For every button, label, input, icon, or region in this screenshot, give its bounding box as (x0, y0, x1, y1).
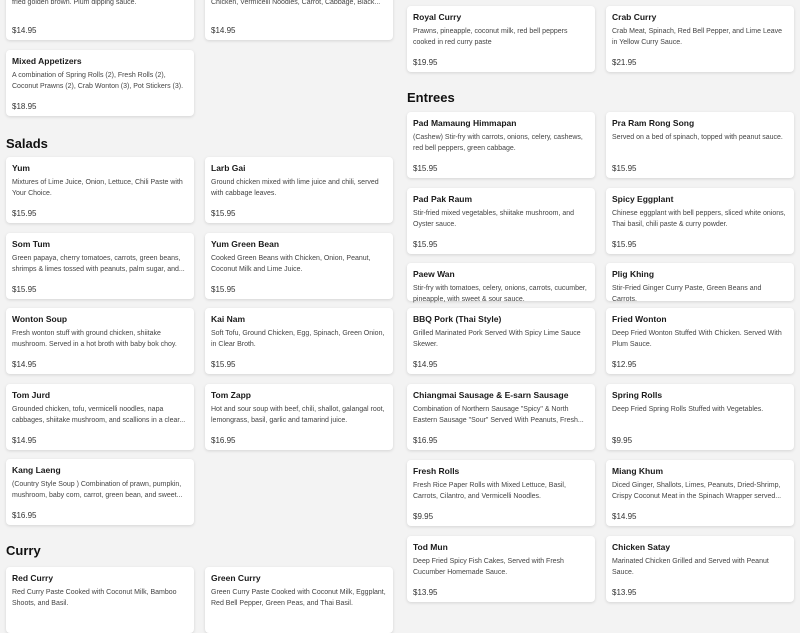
menu-item-card[interactable] (205, 567, 393, 633)
menu-item-card[interactable] (606, 263, 794, 301)
section-title-entrees: Entrees (407, 90, 455, 105)
menu-item-price: $16.95 (211, 436, 236, 445)
menu-item-price: $16.95 (12, 511, 37, 520)
menu-item-card[interactable] (6, 567, 194, 633)
menu-item-name: Yum Green Bean (211, 239, 280, 249)
menu-item-description: Soft Tofu, Ground Chicken, Egg, Spinach, Green Onion, in Clear Broth. (211, 330, 385, 348)
menu-item-description: Stir-Fried Ginger Curry Paste, Green Beans and Carrots. (612, 285, 762, 303)
menu-item-name: Pra Ram Rong Song (612, 118, 695, 128)
menu-item-name: Spicy Eggplant (612, 194, 674, 204)
menu-item-name: Kang Laeng (12, 465, 61, 475)
menu-item-name: Chicken Satay (612, 542, 671, 552)
menu-item-price: $15.95 (12, 285, 37, 294)
menu-item-name: Royal Curry (413, 12, 462, 22)
menu-item-card[interactable] (606, 6, 794, 72)
menu-item-name: Paew Wan (413, 269, 455, 279)
menu-item-description: Combination of Northern Sausage "Spicy" & North Eastern Sausage "Sour" Served With Peanuts, Fresh... (413, 406, 584, 424)
menu-item-name: Red Curry (12, 573, 54, 583)
menu-item-price: $12.95 (612, 360, 637, 369)
menu-item-description: Ground chicken mixed with lime juice and chili, served with cabbage leaves. (211, 179, 379, 197)
menu-item-price: $19.95 (413, 58, 438, 67)
menu-item-card[interactable] (606, 188, 794, 254)
menu-item-price: $15.95 (211, 209, 236, 218)
menu-item-card[interactable] (407, 188, 595, 254)
menu-item-description: Red Curry Paste Cooked with Coconut Milk, Bamboo Shoots, and Basil. (12, 589, 177, 607)
menu-item-description: A combination of Spring Rolls (2), Fresh Rolls (2), Coconut Prawns (2), Crab Wonton (3), Pot Stickers (3). (12, 72, 184, 90)
menu-item-card[interactable] (6, 384, 194, 450)
menu-item-price: $15.95 (12, 209, 37, 218)
menu-item-card[interactable] (606, 536, 794, 602)
menu-item-description: Stir-fry with tomatoes, celery, onions, carrots, cucumber, pineapple, with sweet & sour sauce. (413, 285, 587, 303)
menu-item-description: Stir-fried mixed vegetables, shiitake mushroom, and Oyster sauce. (413, 210, 575, 228)
menu-item-card[interactable] (6, 0, 194, 40)
menu-item-name: Tod Mun (413, 542, 448, 552)
menu-item-name: Spring Rolls (612, 390, 663, 400)
menu-item-price: $14.95 (612, 512, 637, 521)
menu-item-name: Pad Mamaung Himmapan (413, 118, 517, 128)
menu-item-card[interactable] (606, 112, 794, 178)
menu-item-description: Grilled Marinated Pork Served With Spicy Lime Sauce Skewer. (413, 330, 581, 348)
menu-item-name: Chiangmai Sausage & E-sarn Sausage (413, 390, 569, 400)
menu-item-card[interactable] (205, 233, 393, 299)
menu-item-description: (Cashew) Stir-fry with carrots, onions, celery, cashews, red bell peppers, green cabbage. (413, 134, 583, 152)
menu-item-name: Fried Wonton (612, 314, 667, 324)
menu-item-card[interactable] (6, 50, 194, 116)
menu-item-name: Tom Zapp (211, 390, 251, 400)
menu-item-name: Green Curry (211, 573, 261, 583)
menu-item-name: BBQ Pork (Thai Style) (413, 314, 502, 324)
menu-item-card[interactable] (606, 308, 794, 374)
menu-item-price: $14.95 (413, 360, 438, 369)
menu-item-card[interactable] (407, 6, 595, 72)
menu-item-price: $13.95 (413, 588, 438, 597)
menu-item-name: Kai Nam (211, 314, 246, 324)
menu-item-name: Wonton Soup (12, 314, 68, 324)
menu-item-price: $15.95 (413, 240, 438, 249)
menu-item-card[interactable] (205, 157, 393, 223)
menu-item-name: Crab Curry (612, 12, 657, 22)
menu-item-description: Prawns, pineapple, coconut milk, red bell peppers cooked in red curry paste (413, 28, 568, 46)
menu-item-description: fried golden brown. Plum dipping sauce. (12, 0, 137, 6)
menu-item-name: Larb Gai (211, 163, 246, 173)
menu-item-card[interactable] (205, 308, 393, 374)
menu-item-price: $14.95 (12, 360, 37, 369)
menu-item-price: $18.95 (12, 102, 37, 111)
menu-item-description: Chinese eggplant with bell peppers, sliced white onions, Thai basil, chili paste & curry powder. (612, 210, 786, 228)
menu-item-name: Miang Khum (612, 466, 663, 476)
menu-item-card[interactable] (407, 460, 595, 526)
menu-item-card[interactable] (205, 384, 393, 450)
menu-item-description: Fresh Rice Paper Rolls with Mixed Lettuce, Basil, Carrots, Cilantro, and Vermicelli Noodles. (413, 482, 566, 500)
menu-item-description: Marinated Chicken Grilled and Served with Peanut Sauce. (612, 558, 769, 576)
section-title-curry: Curry (6, 543, 41, 558)
menu-item-price: $14.95 (211, 26, 236, 35)
menu-item-card[interactable] (6, 233, 194, 299)
menu-item-description: Green papaya, cherry tomatoes, carrots, green beans, shrimps & limes tossed with peanuts, palm sugar, and... (12, 255, 185, 273)
menu-item-card[interactable] (6, 157, 194, 223)
menu-item-price: $21.95 (612, 58, 637, 67)
menu-item-name: Mixed Appetizers (12, 56, 82, 66)
menu-item-name: Pad Pak Raum (413, 194, 473, 204)
menu-item-price: $14.95 (12, 436, 37, 445)
menu-item-description: Cooked Green Beans with Chicken, Onion, Peanut, Coconut Milk and Lime Juice. (211, 255, 371, 273)
menu-item-card[interactable] (6, 308, 194, 374)
menu-item-card[interactable] (205, 0, 393, 40)
menu-item-description: Deep Fried Wonton Stuffed With Chicken. Served With Plum Sauce. (612, 330, 782, 348)
menu-item-price: $13.95 (612, 588, 637, 597)
menu-item-price: $15.95 (612, 164, 637, 173)
menu-item-card[interactable] (606, 460, 794, 526)
menu-item-price: $15.95 (211, 285, 236, 294)
menu-item-description: Hot and sour soup with beef, chili, shallot, galangal root, lemongrass, basil, garlic and tamarind juice. (211, 406, 385, 424)
menu-item-price: $15.95 (612, 240, 637, 249)
menu-item-name: Plig Khing (612, 269, 655, 279)
menu-item-description: Crab Meat, Spinach, Red Bell Pepper, and Lime Leave in Yellow Curry Sauce. (612, 28, 783, 46)
menu-item-card[interactable] (6, 459, 194, 525)
menu-item-description: Chicken, Vermicelli Noodles, Carrot, Cabbage, Black... (211, 0, 381, 6)
menu-item-card[interactable] (407, 263, 595, 301)
menu-item-name: Som Tum (12, 239, 51, 249)
menu-item-price: $15.95 (413, 164, 438, 173)
menu-item-card[interactable] (407, 308, 595, 374)
menu-item-description: Green Curry Paste Cooked with Coconut Milk, Eggplant, Red Bell Pepper, Green Peas, and Thai Basil. (211, 589, 386, 607)
menu-item-price: $15.95 (211, 360, 236, 369)
menu-item-name: Fresh Rolls (413, 466, 460, 476)
menu-item-price: $9.95 (612, 436, 633, 445)
menu-item-card[interactable] (407, 536, 595, 602)
menu-item-name: Yum (12, 163, 30, 173)
menu-item-description: (Country Style Soup ) Combination of prawn, pumpkin, mushroom, baby corn, carrot, green bean, and sweet... (12, 481, 183, 499)
menu-item-price: $16.95 (413, 436, 438, 445)
menu-item-description: Fresh wonton stuff with ground chicken, shiitake mushroom. Served in a hot broth with baby bok choy. (12, 330, 177, 348)
menu-item-price: $14.95 (12, 26, 37, 35)
menu-item-card[interactable] (407, 112, 595, 178)
menu-item-name: Tom Jurd (12, 390, 51, 400)
menu-item-price: $9.95 (413, 512, 434, 521)
section-title-salads: Salads (6, 136, 48, 151)
menu-item-description: Mixtures of Lime Juice, Onion, Lettuce, Chili Paste with Your Choice. (12, 179, 183, 197)
menu-item-description: Deep Fried Spring Rolls Stuffed with Vegetables. (612, 406, 764, 413)
menu-item-card[interactable] (407, 384, 595, 450)
menu-item-description: Served on a bed of spinach, topped with peanut sauce. (612, 134, 783, 141)
menu-item-description: Grounded chicken, tofu, vermicelli noodles, napa cabbages, shiitake mushroom, and scallions in a clear... (12, 406, 186, 424)
menu-item-description: Diced Ginger, Shallots, Limes, Peanuts, Dried-Shrimp, Crispy Coconut Meat in the Spinach Wrapper served... (612, 482, 782, 500)
menu-item-card[interactable] (606, 384, 794, 450)
menu-item-description: Deep Fried Spicy Fish Cakes, Served with Fresh Cucumber Homemade Sauce. (413, 558, 564, 576)
